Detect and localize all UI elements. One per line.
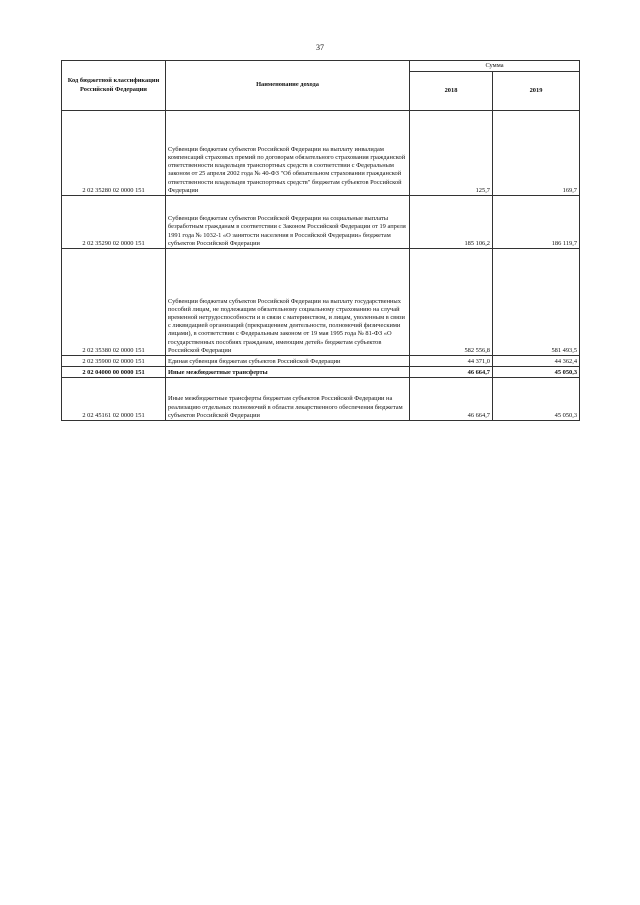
row-value-2019: 581 493,5	[493, 249, 580, 356]
row-value-2019: 44 362,4	[493, 356, 580, 367]
row-name: Иные межбюджетные трансферты бюджетам субъектов Российской Федерации на реализацию отдельных полномочий в области лекарственного обеспечения бюджетам субъектов Российской Федерации	[166, 378, 410, 421]
row-value-2018: 46 664,7	[410, 367, 493, 378]
row-name: Субвенции бюджетам субъектов Российской Федерации на выплату государственных пособий лицам, не подлежащим обязательному социальному страхованию на случай временной нетрудоспособности и в связи с материнством, и лицам, уволенным в связи с ликвидацией организаций (прекращением деятельности, полномочий физическими лицами), в соответствии с Федеральным законом от 19 мая 1995 года № 81-ФЗ «О государственных пособиях гражданам, имеющим детей» бюджетам субъектов Российской Федерации	[166, 249, 410, 356]
row-value-2018: 46 664,7	[410, 378, 493, 421]
row-value-2018: 44 371,0	[410, 356, 493, 367]
row-name: Субвенции бюджетам субъектов Российской Федерации на выплату инвалидам компенсаций страховых премий по договорам обязательного страхования гражданской ответственности владельцев транспортных средств в соответствии с Федеральным законом от 25 апреля 2002 года № 40-ФЗ "Об обязательном страховании гражданской ответственности владельцев транспортных средств" бюджетам субъектов Российской Федерации	[166, 111, 410, 196]
row-code: 2 02 35290 02 0000 151	[62, 196, 166, 249]
table-row-total	[62, 367, 580, 378]
table-row	[62, 249, 580, 356]
row-code: 2 02 35280 02 0000 151	[62, 111, 166, 196]
row-value-2019: 169,7	[493, 111, 580, 196]
page-number: 37	[316, 43, 324, 52]
revenue-table	[61, 60, 580, 421]
table-row	[62, 356, 580, 367]
row-code: 2 02 35900 02 0000 151	[62, 356, 166, 367]
row-value-2018: 582 556,8	[410, 249, 493, 356]
row-code: 2 02 35380 02 0000 151	[62, 249, 166, 356]
row-name: Единая субвенция бюджетам субъектов Российской Федерации	[166, 356, 410, 367]
table-row	[62, 196, 580, 249]
row-value-2018: 125,7	[410, 111, 493, 196]
row-code: 2 02 04000 00 0000 151	[62, 367, 166, 378]
row-name: Иные межбюджетные трансферты	[166, 367, 410, 378]
column-header-name: Наименование дохода	[166, 61, 410, 111]
row-value-2018: 185 106,2	[410, 196, 493, 249]
row-value-2019: 45 050,3	[493, 367, 580, 378]
row-code: 2 02 45161 02 0000 151	[62, 378, 166, 421]
column-header-2018: 2018	[410, 72, 493, 111]
row-value-2019: 186 119,7	[493, 196, 580, 249]
table-row	[62, 111, 580, 196]
column-header-sum: Сумма	[410, 61, 580, 72]
row-name: Субвенции бюджетам субъектов Российской Федерации на социальные выплаты безработным гражданам в соответствии с Законом Российской Федерации от 19 апреля 1991 года № 1032-1 «О занятости населения в Российской Федерации» бюджетам субъектов Российской Федерации	[166, 196, 410, 249]
row-value-2019: 45 050,3	[493, 378, 580, 421]
column-header-code: Код бюджетной классификации Российской Федерации	[62, 61, 166, 111]
table-row	[62, 378, 580, 421]
column-header-2019: 2019	[493, 72, 580, 111]
